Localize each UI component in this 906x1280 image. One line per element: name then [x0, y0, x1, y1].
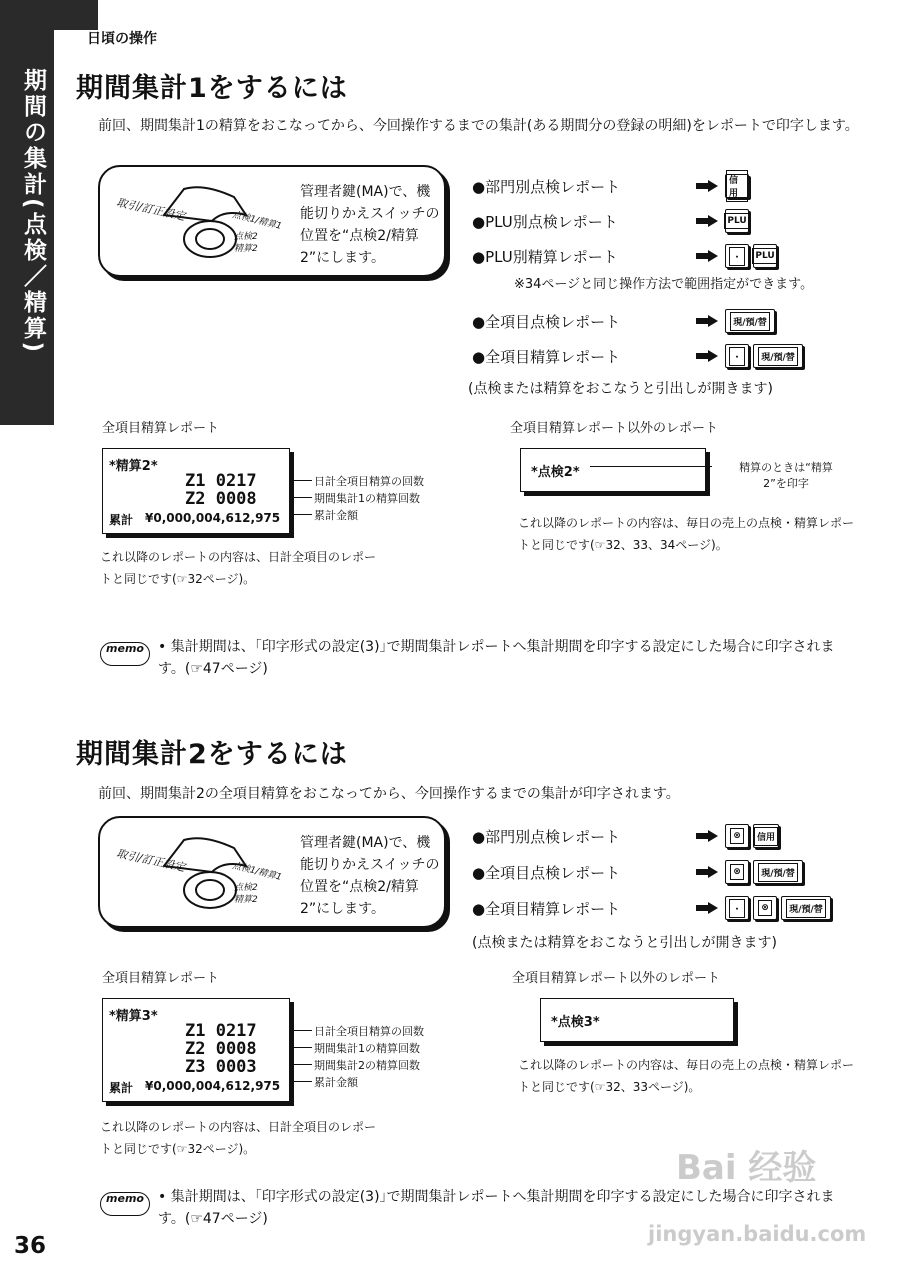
cash-key[interactable]: 現/預/替: [753, 860, 803, 884]
breadcrumb: 日頃の操作: [87, 31, 157, 47]
drawer-note: (点検または精算をおこなうと引出しが開きます): [472, 935, 777, 951]
right-caption: 全項目精算レポート以外のレポート: [512, 971, 721, 986]
section1-intro: 前回、期間集計1の精算をおこなってから、今回操作するまでの集計(ある期間分の登録の明細)をレポートで印字します。: [98, 118, 859, 134]
receipt-head: *点検3*: [551, 1015, 600, 1030]
z1-line: Z1 0217: [185, 471, 257, 491]
dial-r2-label: 点検2: [234, 232, 258, 242]
memo-text: • 集計期間は、｢印字形式の設定(3)｣で期間集計レポートへ集計期間を印字する設定にした場合に印字されます。(☞47ページ): [158, 639, 835, 677]
leader-line: [590, 466, 712, 467]
section1-title: 期間集計1をするには: [76, 73, 348, 104]
arrow-icon: [696, 350, 718, 362]
dial-left-label: 取引/訂正設定: [115, 195, 187, 224]
receipt-check: [540, 998, 734, 1042]
z1-line: Z1 0217: [185, 1021, 257, 1041]
left-after-note: これ以降のレポートの内容は、日計全項目のレポートと同じです(☞32ページ)。: [100, 1120, 377, 1156]
receipt-settle: [102, 448, 290, 534]
receipt-head: *精算2*: [109, 459, 158, 474]
arrow-icon: [696, 250, 718, 262]
leader-line: [292, 514, 312, 515]
report-dept-check: ●部門別点検レポート: [472, 178, 621, 196]
report-all-settle: ●全項目精算レポート: [472, 900, 621, 918]
arrow-icon: [696, 902, 718, 914]
dial-right-label: 点検1/精算1: [231, 209, 283, 232]
memo-text: • 集計期間は、｢印字形式の設定(3)｣で期間集計レポートへ集計期間を印字する設定にした場合に印字されます。(☞47ページ): [158, 1189, 835, 1227]
total-value: ¥0,000,004,612,975: [145, 511, 281, 525]
drawer-note: (点検または精算をおこなうと引出しが開きます): [468, 381, 773, 397]
dot-key[interactable]: ・: [725, 344, 749, 368]
arrow-icon: [696, 866, 718, 878]
dial-right-label: 点検1/精算1: [231, 860, 283, 883]
multiply-key[interactable]: ⊗: [725, 824, 749, 848]
dial-r2-label: 点検2: [234, 883, 258, 893]
report-all-check: ●全項目点検レポート: [472, 864, 621, 882]
watermark-url: jingyan.baidu.com: [648, 1222, 867, 1246]
dial-r3-label: 精算2: [234, 895, 258, 905]
annotation-3: 期間集計2の精算回数: [314, 1059, 420, 1072]
dial-r3-label: 精算2: [234, 244, 258, 254]
report-plu-settle: ●PLU別精算レポート: [472, 248, 618, 266]
section2-intro: 前回、期間集計2の全項目精算をおこなってから、今回操作するまでの集計が印字されます。: [98, 786, 680, 802]
dot-key[interactable]: ・: [725, 896, 749, 920]
annotation-3: 累計金額: [314, 509, 358, 522]
key-instruction: 管理者鍵(MA)で、機能切りかえスイッチの位置を“点検2/精算2”にします。: [300, 835, 440, 917]
multiply-key[interactable]: ⊗: [725, 860, 749, 884]
left-after-note: これ以降のレポートの内容は、日計全項目のレポートと同じです(☞32ページ)。: [100, 550, 377, 586]
leader-line: [292, 1030, 312, 1031]
annotation-1: 日計全項目精算の回数: [314, 475, 424, 488]
z2-line: Z2 0008: [185, 1039, 257, 1059]
plu-key[interactable]: PLU: [725, 209, 749, 233]
arrow-icon: [696, 315, 718, 327]
right-caption: 全項目精算レポート以外のレポート: [510, 421, 719, 436]
plu-key[interactable]: PLU: [753, 244, 777, 268]
receipt-head: *精算3*: [109, 1009, 158, 1024]
credit-key[interactable]: 信用: [753, 824, 779, 848]
side-tab-label: 期間の集計(点検／精算): [20, 68, 46, 356]
mode-key-box: [98, 816, 446, 928]
cash-key[interactable]: 現/預/替: [753, 344, 803, 368]
credit-key[interactable]: 信用: [725, 174, 749, 198]
leader-line: [292, 497, 312, 498]
range-note: ※34ページと同じ操作方法で範囲指定ができます。: [514, 277, 814, 292]
report-dept-check: ●部門別点検レポート: [472, 828, 621, 846]
annotation-1: 日計全項目精算の回数: [314, 1025, 424, 1038]
page-number: 36: [14, 1233, 47, 1259]
annotation-2: 期間集計1の精算回数: [314, 1042, 420, 1055]
dot-key[interactable]: ・: [725, 244, 749, 268]
left-caption: 全項目精算レポート: [102, 421, 220, 436]
right-after-note: これ以降のレポートの内容は、毎日の売上の点検・精算レポートと同じです(☞32、33、34ページ)。: [518, 516, 855, 552]
right-annotation: 精算のときは“精算2”を印字: [739, 461, 833, 490]
watermark-logo: Bai 经验: [676, 1148, 817, 1188]
receipt-settle: [102, 998, 290, 1102]
arrow-icon: [696, 180, 718, 192]
z2-line: Z2 0008: [185, 489, 257, 509]
receipt-check: [520, 448, 706, 492]
arrow-icon: [696, 215, 718, 227]
memo-icon: memo: [100, 1192, 150, 1216]
report-all-settle: ●全項目精算レポート: [472, 348, 621, 366]
multiply-key[interactable]: ⊗: [753, 896, 777, 920]
z3-line: Z3 0003: [185, 1057, 257, 1077]
cash-key[interactable]: 現/預/替: [725, 309, 775, 333]
mode-key-box: [98, 165, 446, 277]
total-label: 累計: [109, 1081, 134, 1095]
memo-icon: memo: [100, 642, 150, 666]
report-all-check: ●全項目点検レポート: [472, 313, 621, 331]
dial-left-label: 取引/訂正設定: [115, 846, 187, 875]
leader-line: [292, 480, 312, 481]
leader-line: [292, 1064, 312, 1065]
receipt-head: *点検2*: [531, 465, 580, 480]
leader-line: [292, 1047, 312, 1048]
total-value: ¥0,000,004,612,975: [145, 1079, 281, 1093]
cash-key[interactable]: 現/預/替: [781, 896, 831, 920]
key-instruction: 管理者鍵(MA)で、機能切りかえスイッチの位置を“点検2/精算2”にします。: [300, 184, 440, 266]
left-caption: 全項目精算レポート: [102, 971, 220, 986]
annotation-2: 期間集計1の精算回数: [314, 492, 420, 505]
annotation-4: 累計金額: [314, 1076, 358, 1089]
leader-line: [292, 1081, 312, 1082]
total-label: 累計: [109, 513, 134, 527]
right-after-note: これ以降のレポートの内容は、毎日の売上の点検・精算レポートと同じです(☞32、33ページ)。: [518, 1058, 855, 1094]
side-tab: [0, 0, 54, 425]
report-plu-check: ●PLU別点検レポート: [472, 213, 618, 231]
arrow-icon: [696, 830, 718, 842]
section2-title: 期間集計2をするには: [76, 739, 348, 770]
tab-corner: [54, 0, 98, 30]
